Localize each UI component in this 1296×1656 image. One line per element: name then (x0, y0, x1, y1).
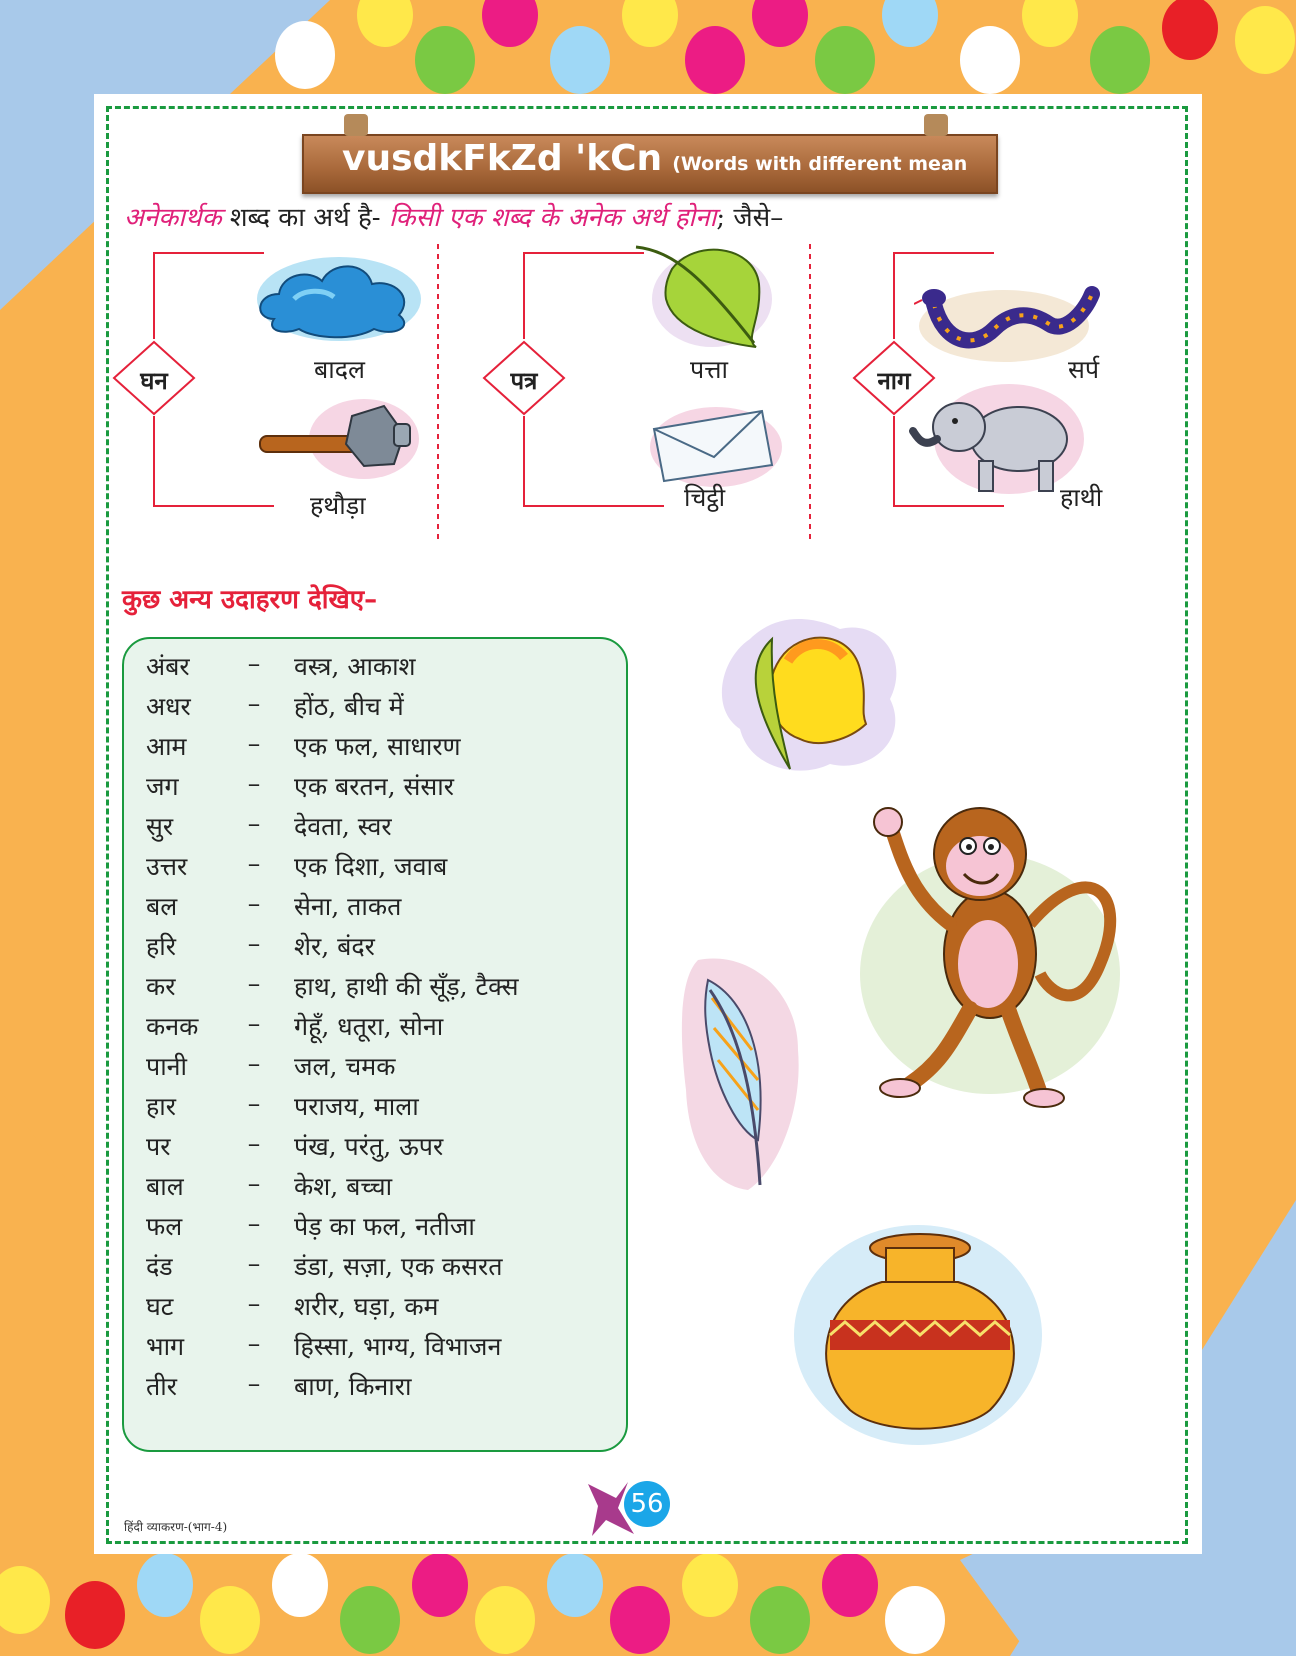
list-item-dash: – (247, 1049, 261, 1078)
list-item-word: बल (146, 892, 178, 921)
page-title-subtitle: (Words with different mean (672, 153, 968, 175)
mango-icon (710, 599, 910, 779)
list-item-dash: – (247, 1089, 261, 1118)
list-item-meaning: पराजय, माला (294, 1092, 419, 1121)
monkey-icon (830, 794, 1130, 1114)
page-number: 56 (624, 1481, 670, 1527)
list-item-word: तीर (146, 1372, 177, 1401)
envelope-icon (644, 399, 784, 489)
list-item-word: भाग (146, 1332, 185, 1361)
list-item-meaning: एक बरतन, संसार (294, 772, 454, 801)
list-item-dash: – (247, 1329, 261, 1358)
list-item-word: पर (146, 1132, 171, 1161)
list-item-word: घट (146, 1292, 174, 1321)
list-item-word: फल (146, 1212, 183, 1241)
meaning-badal: बादल (314, 355, 365, 384)
list-item-dash: – (247, 929, 261, 958)
list-item-word: सुर (146, 812, 174, 841)
example-word-naag: नाग (877, 367, 911, 395)
list-item-meaning: देवता, स्वर (294, 812, 392, 841)
list-item-meaning: पेड़ का फल, नतीजा (294, 1212, 475, 1241)
list-item-dash: – (247, 649, 261, 678)
list-item-dash: – (247, 729, 261, 758)
list-item-meaning: जल, चमक (294, 1052, 396, 1081)
snake-icon (914, 274, 1104, 364)
list-item-word: अधर (146, 692, 191, 721)
list-item-word: बाल (146, 1172, 184, 1201)
cloud-icon (254, 249, 424, 349)
list-item-word: जग (146, 772, 179, 801)
list-item-word: उत्तर (146, 852, 188, 881)
list-item-dash: – (247, 969, 261, 998)
list-item-dash: – (247, 689, 261, 718)
page-content (94, 94, 1202, 1554)
list-item-meaning: शरीर, घड़ा, कम (294, 1292, 439, 1321)
footer-book-title: हिंदी व्याकरण-(भाग-4) (124, 1520, 228, 1534)
intro-definition: किसी एक शब्द के अनेक अर्थ होना (388, 203, 717, 233)
list-item-meaning: हाथ, हाथी की सूँड़, टैक्स (294, 972, 519, 1001)
pot-icon (790, 1220, 1050, 1450)
intro-term: अनेकार्थक (124, 203, 222, 233)
examples-heading: कुछ अन्य उदाहरण देखिए– (122, 585, 378, 615)
meaning-chitthi: चिट्ठी (684, 483, 726, 512)
list-item-dash: – (247, 1369, 261, 1398)
meaning-hathoda: हथौड़ा (310, 491, 366, 520)
list-item-meaning: डंडा, सज़ा, एक कसरत (294, 1252, 503, 1281)
example-word-ghan: घन (140, 367, 168, 395)
list-item-meaning: केश, बच्चा (294, 1172, 393, 1201)
list-item-meaning: होंठ, बीच में (294, 692, 404, 721)
list-item-dash: – (247, 1209, 261, 1238)
list-item-word: आम (146, 732, 187, 761)
hammer-icon (254, 394, 424, 484)
list-item-meaning: बाण, किनारा (294, 1372, 412, 1401)
list-item-word: पानी (146, 1052, 188, 1081)
list-item-meaning: सेना, ताकत (294, 892, 402, 921)
feather-icon (678, 950, 808, 1200)
list-item-dash: – (247, 1169, 261, 1198)
list-item-word: अंबर (146, 652, 190, 681)
list-item-word: हरि (146, 932, 176, 961)
list-item-dash: – (247, 1289, 261, 1318)
list-item-dash: – (247, 849, 261, 878)
meaning-sarp: सर्प (1068, 355, 1100, 384)
list-item-meaning: गेहूँ, धतूरा, सोना (294, 1012, 444, 1041)
list-item-dash: – (247, 769, 261, 798)
list-item-meaning: एक फल, साधारण (294, 732, 461, 761)
list-item-dash: – (247, 809, 261, 838)
meaning-patta: पत्ता (690, 355, 728, 384)
intro-middle: शब्द का अर्थ है- (221, 203, 389, 233)
polka-dots-top (275, 0, 1295, 94)
list-item-meaning: हिस्सा, भाग्य, विभाजन (294, 1332, 502, 1361)
example-word-patra: पत्र (510, 367, 538, 395)
list-item-meaning: वस्त्र, आकाश (294, 652, 416, 681)
list-item-meaning: एक दिशा, जवाब (294, 852, 448, 881)
list-item-meaning: शेर, बंदर (294, 932, 375, 961)
list-item-word: कर (146, 972, 176, 1001)
list-item-word: दंड (146, 1252, 173, 1281)
leaf-icon (634, 239, 774, 349)
list-item-word: हार (146, 1092, 176, 1121)
page-title-main: vusdkFkZd 'kCn (342, 138, 663, 179)
intro-end: ; जैसे– (716, 203, 784, 233)
list-item-meaning: पंख, परंतु, ऊपर (294, 1132, 444, 1161)
list-item-dash: – (247, 1129, 261, 1158)
meaning-haathi: हाथी (1060, 483, 1103, 512)
list-item-dash: – (247, 1249, 261, 1278)
list-item-dash: – (247, 889, 261, 918)
list-item-word: कनक (146, 1012, 199, 1041)
list-item-dash: – (247, 1009, 261, 1038)
